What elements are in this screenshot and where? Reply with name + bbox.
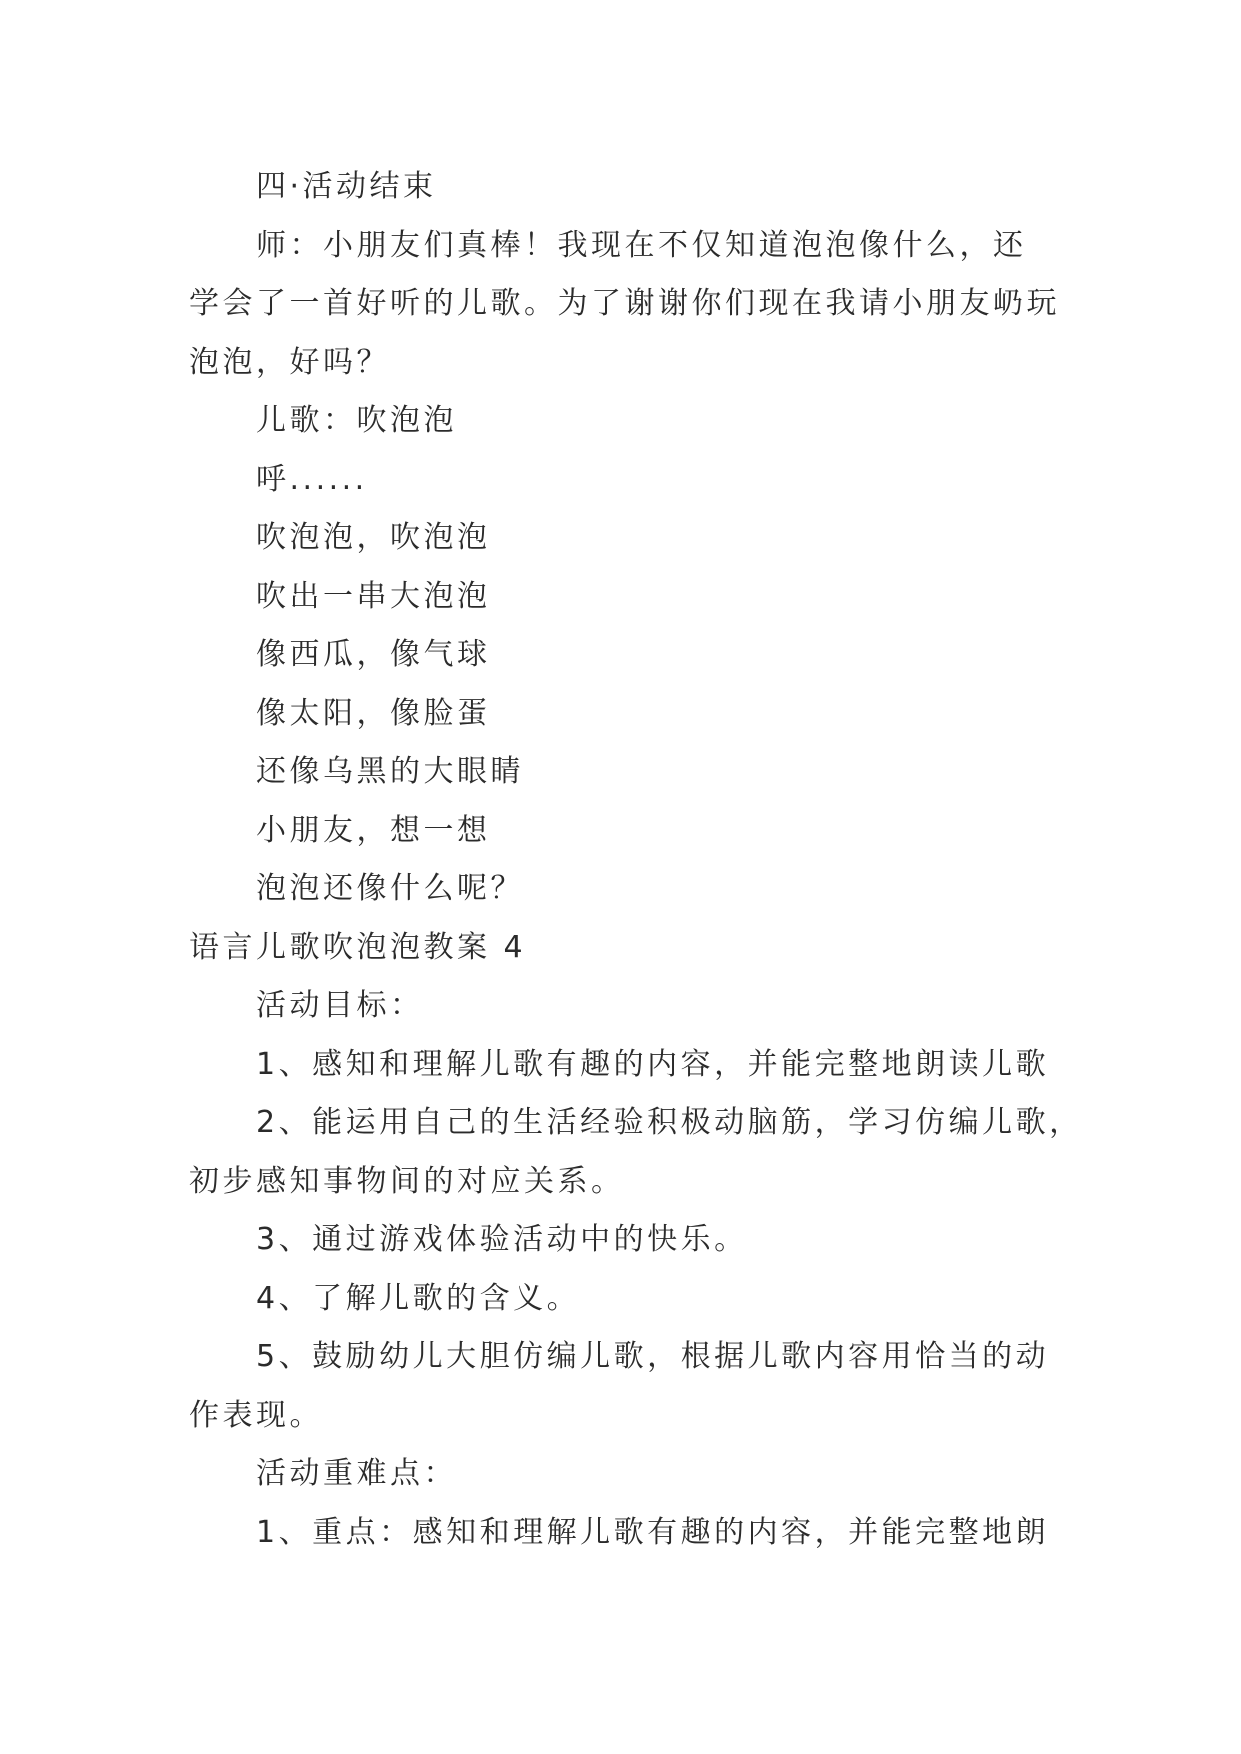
list-item: 4、了解儿歌的含义。 [256,1280,581,1316]
list-item: 3、通过游戏体验活动中的快乐。 [256,1222,748,1257]
list-item: 5、鼓励幼儿大胆仿编儿歌，根据儿歌内容用恰当的动 [256,1339,1050,1374]
list-item: 1、重点：感知和理解儿歌有趣的内容，并能完整地朗 [256,1514,1050,1550]
lesson-plan-title: 语言儿歌吹泡泡教案 4 [189,929,527,965]
list-item: 2、能运用自己的生活经验积极动脑筋，学习仿编儿歌， [256,1105,1083,1140]
poem-line: 小朋友，想一想 [256,812,491,848]
poem-line: 泡泡还像什么呢？ [256,871,524,906]
paragraph-line: 泡泡，好吗？ [189,344,390,380]
paragraph-line: 师：小朋友们真棒！我现在不仅知道泡泡像什么，还 [256,227,1027,263]
poem-line: 吹出一串大泡泡 [256,578,491,614]
poem-line: 像太阳，像脸蛋 [256,695,491,731]
poem-line: 吹泡泡，吹泡泡 [256,520,491,555]
poem-line: 呼...... [256,461,368,497]
document-body [189,158,1083,1562]
poem-line: 还像乌黑的大眼睛 [256,754,524,789]
section-heading-goals: 活动目标： [256,988,424,1023]
list-item-continuation: 初步感知事物间的对应关系。 [189,1163,625,1199]
list-item-continuation: 作表现。 [189,1397,323,1433]
section-heading-key-points: 活动重难点： [256,1456,457,1491]
paragraph-line: 学会了一首好听的儿歌。为了谢谢你们现在我请小朋友屷玩 [189,286,1060,321]
list-item: 1、感知和理解儿歌有趣的内容，并能完整地朗读儿歌 [256,1046,1050,1082]
poem-line: 像西瓜，像气球 [256,637,491,672]
poem-title: 儿歌：吹泡泡 [256,403,457,438]
section-heading-activity-end: 四·活动结束 [256,169,437,204]
